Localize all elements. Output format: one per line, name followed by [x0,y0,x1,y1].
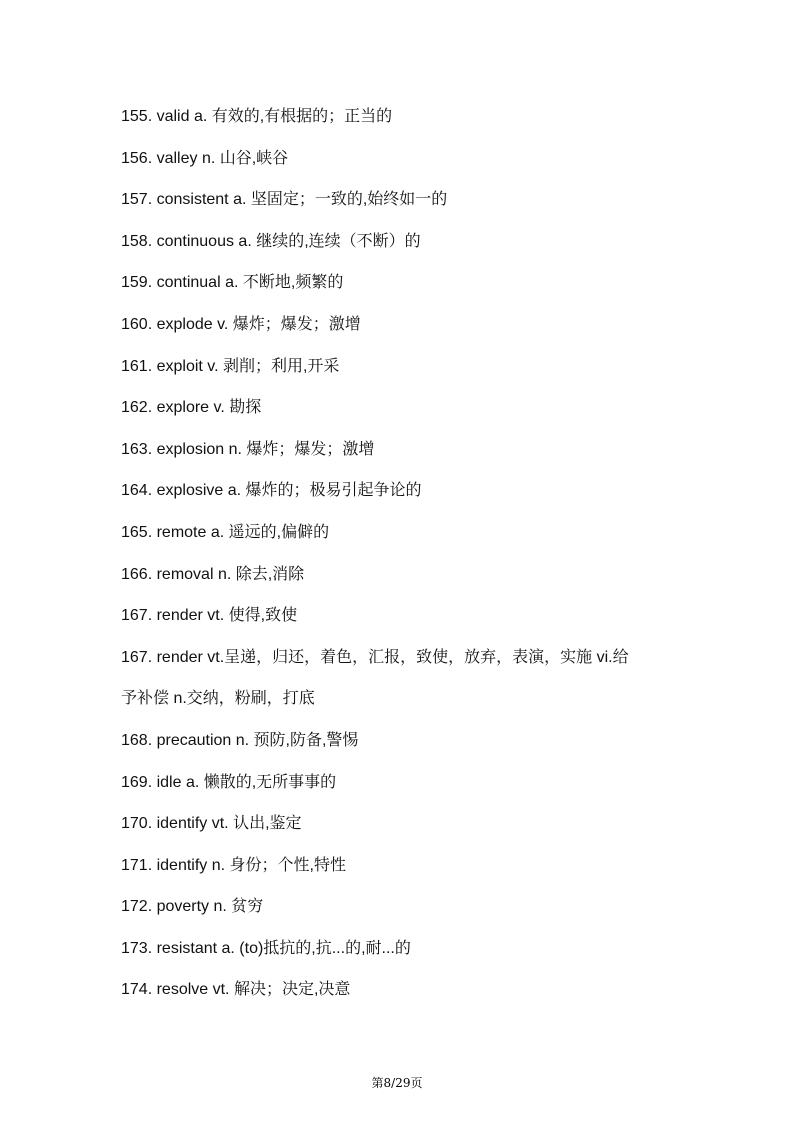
vocab-entry: 157. consistent a. 坚固定；一致的,始终如一的 [121,191,448,209]
vocab-entry: 163. explosion n. 爆炸；爆发；激增 [121,440,375,458]
vocab-entry: 155. valid a. 有效的,有根据的；正当的 [121,108,393,125]
vocab-entry: 167. render vt.呈递，归还，着色，汇报，致使，放弃，表演，实施 vi.给 [121,648,629,666]
vocab-entry: 170. identify vt. 认出,鉴定 [121,815,302,833]
vocab-entry: 173. resistant a. (to)抵抗的,抗...的,耐...的 [121,939,411,957]
vocabulary-list [121,105,681,1020]
vocab-entry: 174. resolve vt. 解决；决定,决意 [121,981,351,999]
vocab-entry: 169. idle a. 懒散的,无所事事的 [121,773,337,791]
vocab-entry: 164. explosive a. 爆炸的；极易引起争论的 [121,482,422,500]
vocab-entry: 162. explore v. 勘探 [121,399,262,417]
vocab-entry: 156. valley n. 山谷,峡谷 [121,149,289,167]
vocab-entry: 171. identify n. 身份；个性,特性 [121,856,346,874]
vocab-entry: 166. removal n. 除去,消除 [121,565,305,583]
vocab-entry-continuation: 予补偿 n.交纳，粉刷，打底 [121,690,315,708]
vocab-entry: 165. remote a. 遥远的,偏僻的 [121,523,330,541]
page-number: 第8/29页 [371,1076,423,1090]
vocab-entry: 167. render vt. 使得,致使 [121,607,298,625]
vocab-entry: 158. continuous a. 继续的,连续（不断）的 [121,232,421,250]
vocab-entry: 168. precaution n. 预防,防备,警惕 [121,731,359,749]
vocab-entry: 172. poverty n. 贫穷 [121,898,264,916]
vocab-entry: 161. exploit v. 剥削；利用,开采 [121,357,340,375]
vocab-entry: 160. explode v. 爆炸；爆发；激增 [121,315,361,333]
vocab-entry: 159. continual a. 不断地,频繁的 [121,274,344,292]
